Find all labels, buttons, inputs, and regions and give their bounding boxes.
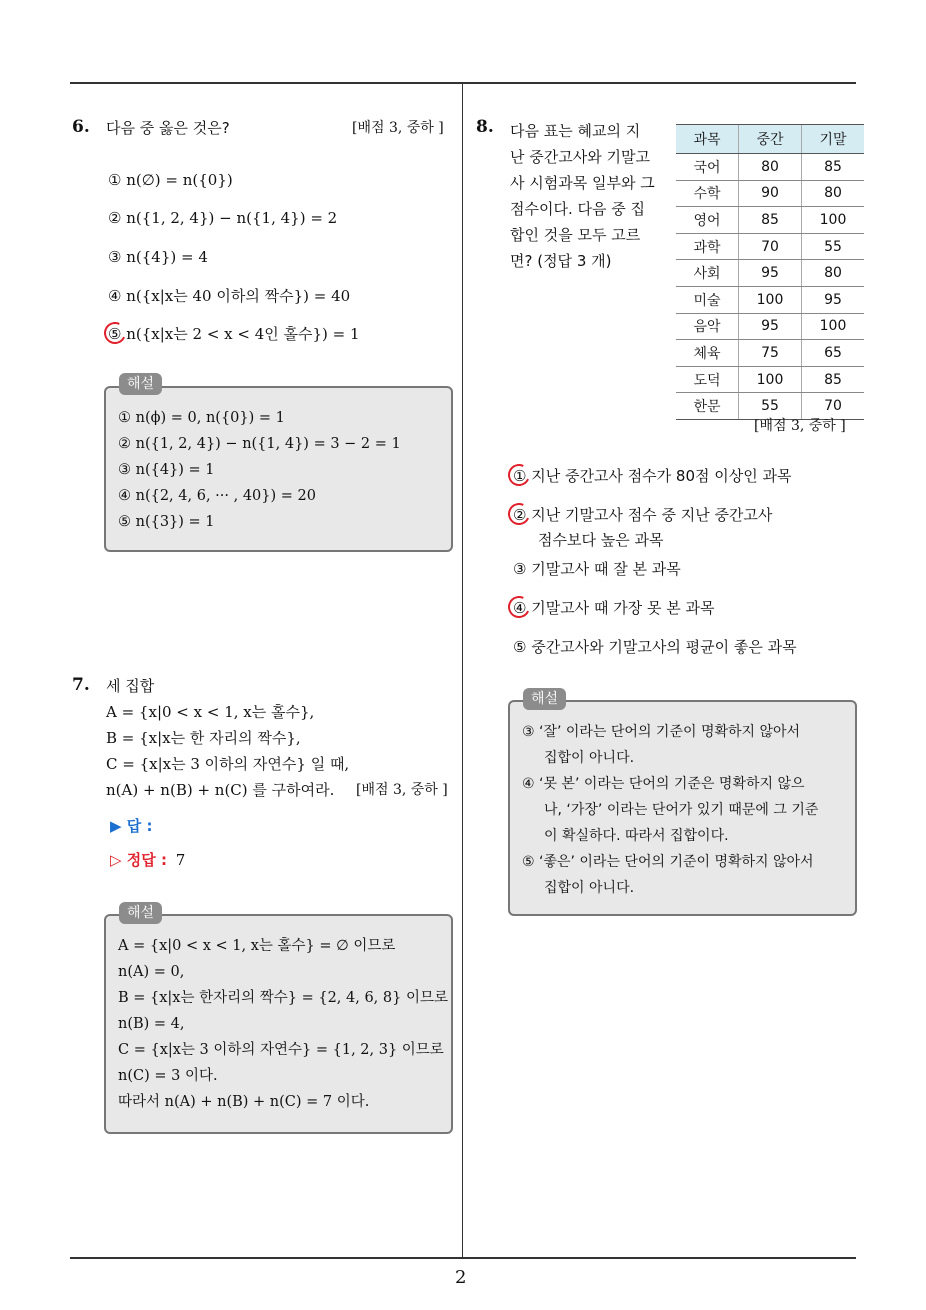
cell-midterm: 100: [739, 286, 802, 313]
q7-number: 7.: [72, 675, 90, 695]
cell-final: 85: [802, 154, 865, 181]
cell-final: 80: [802, 180, 865, 207]
q7-solution-line-3: B = {x|x는 한자리의 짝수} = {2, 4, 6, 8} 이므로: [118, 990, 448, 1006]
q7-solution-tag: 해설: [119, 902, 162, 924]
header-midterm: 중간: [739, 125, 802, 154]
score-table-row: [676, 286, 864, 313]
q7-correct-label: ▷ 정답 :: [110, 851, 167, 869]
q8-option-2[interactable]: ② 지난 기말고사 점수 중 지난 중간고사: [513, 506, 773, 524]
score-table-row: [676, 340, 864, 367]
q8-solution-line-2: 집합이 아니다.: [544, 750, 635, 766]
q8-prompt-line-2: 난 중간고사와 기말고: [510, 148, 650, 166]
q7-solution-line-7: 따라서 n(A) + n(B) + n(C) = 7 이다.: [118, 1094, 370, 1110]
q7-solution-line-2: n(A) = 0,: [118, 964, 185, 980]
cell-final: 70: [802, 393, 865, 420]
q6-solution-line-1: ① n(ϕ) = 0, n({0}) = 1: [118, 410, 285, 426]
q8-option-3[interactable]: ③ 기말고사 때 잘 본 과목: [513, 560, 681, 578]
q6-solution-box: [104, 386, 453, 552]
score-table-row: [676, 233, 864, 260]
q7-line-1: 세 집합: [106, 677, 155, 695]
q8-prompt-line-6: 면? (정답 3 개): [510, 252, 612, 270]
cell-subject: 수학: [676, 180, 739, 207]
cell-midterm: 95: [739, 260, 802, 287]
q8-option-5[interactable]: ⑤ 중간고사와 기말고사의 평균이 좋은 과목: [513, 638, 797, 656]
q7-line-3: B = {x|x는 한 자리의 짝수},: [106, 729, 301, 747]
q6-option-5[interactable]: ⑤ n({x|x는 2 < x < 4인 홀수}) = 1: [108, 325, 360, 343]
column-divider: [462, 84, 463, 1259]
q6-solution-line-2: ② n({1, 2, 4}) − n({1, 4}) = 3 − 2 = 1: [118, 436, 401, 452]
cell-subject: 미술: [676, 286, 739, 313]
score-table-header: [676, 125, 864, 154]
q8-solution-box: [508, 700, 857, 916]
q8-prompt-line-4: 점수이다. 다음 중 집: [510, 200, 645, 218]
cell-subject: 한문: [676, 393, 739, 420]
cell-subject: 음악: [676, 313, 739, 340]
cell-final: 100: [802, 207, 865, 234]
q8-number: 8.: [476, 117, 494, 137]
cell-midterm: 90: [739, 180, 802, 207]
cell-midterm: 55: [739, 393, 802, 420]
q6-prompt: 다음 중 옳은 것은?: [106, 119, 230, 137]
q7-correct-value: 7: [175, 851, 186, 869]
q8-solution-line-3: ④ ‘못 본’ 이라는 단어의 기준은 명확하지 않으: [522, 776, 805, 792]
q8-solution-line-1: ③ ‘잘’ 이라는 단어의 기준이 명확하지 않아서: [522, 724, 801, 740]
q6-option-1[interactable]: ① n(∅) = n({0}): [108, 171, 233, 189]
score-table-row: [676, 154, 864, 181]
q7-correct-row: [110, 850, 185, 870]
q8-prompt-line-5: 합인 것을 모두 고르: [510, 226, 641, 244]
q8-solution-line-4: 나, ‘가장’ 이라는 단어가 있기 때문에 그 기준: [544, 802, 819, 818]
cell-midterm: 100: [739, 366, 802, 393]
header-final: 기말: [802, 125, 865, 154]
cell-midterm: 70: [739, 233, 802, 260]
q6-option-4[interactable]: ④ n({x|x는 40 이하의 짝수}) = 40: [108, 287, 351, 305]
score-table: [676, 124, 864, 420]
top-rule: [70, 82, 856, 84]
score-table-row: [676, 313, 864, 340]
q6-solution-tag: 해설: [119, 373, 162, 395]
score-table-body: [676, 154, 864, 420]
cell-midterm: 95: [739, 313, 802, 340]
q8-option-2-cont[interactable]: 점수보다 높은 과목: [538, 531, 664, 549]
q7-solution-line-5: C = {x|x는 3 이하의 자연수} = {1, 2, 3} 이므로: [118, 1042, 444, 1058]
score-table-row: [676, 260, 864, 287]
q7-line-2: A = {x|0 < x < 1, x는 홀수},: [106, 703, 315, 721]
q8-solution-line-6: ⑤ ‘좋은’ 이라는 단어의 기준이 명확하지 않아서: [522, 854, 814, 870]
q8-solution-tag: 해설: [523, 688, 566, 710]
q7-solution-line-1: A = {x|0 < x < 1, x는 홀수} = ∅ 이므로: [118, 938, 396, 954]
q7-line-5: n(A) + n(B) + n(C) 를 구하여라.: [106, 781, 335, 799]
cell-final: 85: [802, 366, 865, 393]
page-number: 2: [455, 1267, 467, 1288]
q6-number: 6.: [72, 117, 90, 137]
cell-subject: 영어: [676, 207, 739, 234]
q6-meta: [배점 3, 중하 ]: [352, 120, 444, 136]
q7-solution-line-6: n(C) = 3 이다.: [118, 1068, 218, 1084]
cell-subject: 사회: [676, 260, 739, 287]
cell-midterm: 85: [739, 207, 802, 234]
q6-option-2[interactable]: ② n({1, 2, 4}) − n({1, 4}) = 2: [108, 209, 338, 227]
header-subject: 과목: [676, 125, 739, 154]
cell-final: 100: [802, 313, 865, 340]
cell-subject: 체육: [676, 340, 739, 367]
cell-midterm: 75: [739, 340, 802, 367]
cell-subject: 과학: [676, 233, 739, 260]
cell-subject: 도덕: [676, 366, 739, 393]
q6-solution-line-5: ⑤ n({3}) = 1: [118, 514, 215, 530]
q7-meta: [배점 3, 중하 ]: [356, 782, 448, 798]
q8-prompt-line-3: 사 시험과목 일부와 그: [510, 174, 655, 192]
score-table-row: [676, 366, 864, 393]
score-table-row: [676, 180, 864, 207]
score-table-row: [676, 207, 864, 234]
cell-subject: 국어: [676, 154, 739, 181]
cell-midterm: 80: [739, 154, 802, 181]
cell-final: 95: [802, 286, 865, 313]
q8-solution-line-5: 이 확실하다. 따라서 집합이다.: [544, 828, 729, 844]
cell-final: 65: [802, 340, 865, 367]
q8-meta: [배점 3, 중하 ]: [754, 418, 846, 434]
q8-prompt-line-1: 다음 표는 혜교의 지: [510, 122, 641, 140]
q7-solution-line-4: n(B) = 4,: [118, 1016, 185, 1032]
cell-final: 55: [802, 233, 865, 260]
q7-solution-box: [104, 914, 453, 1134]
bottom-rule: [70, 1257, 856, 1259]
q7-answer-label[interactable]: ▶ 답 :: [110, 817, 153, 835]
q8-option-1[interactable]: ① 지난 중간고사 점수가 80점 이상인 과목: [513, 467, 792, 485]
q7-line-4: C = {x|x는 3 이하의 자연수} 일 때,: [106, 755, 350, 773]
q8-solution-line-7: 집합이 아니다.: [544, 880, 635, 896]
q6-solution-line-3: ③ n({4}) = 1: [118, 462, 215, 478]
q8-option-4[interactable]: ④ 기말고사 때 가장 못 본 과목: [513, 599, 715, 617]
cell-final: 80: [802, 260, 865, 287]
q6-solution-line-4: ④ n({2, 4, 6, ··· , 40}) = 20: [118, 488, 316, 504]
q6-option-3[interactable]: ③ n({4}) = 4: [108, 248, 208, 266]
